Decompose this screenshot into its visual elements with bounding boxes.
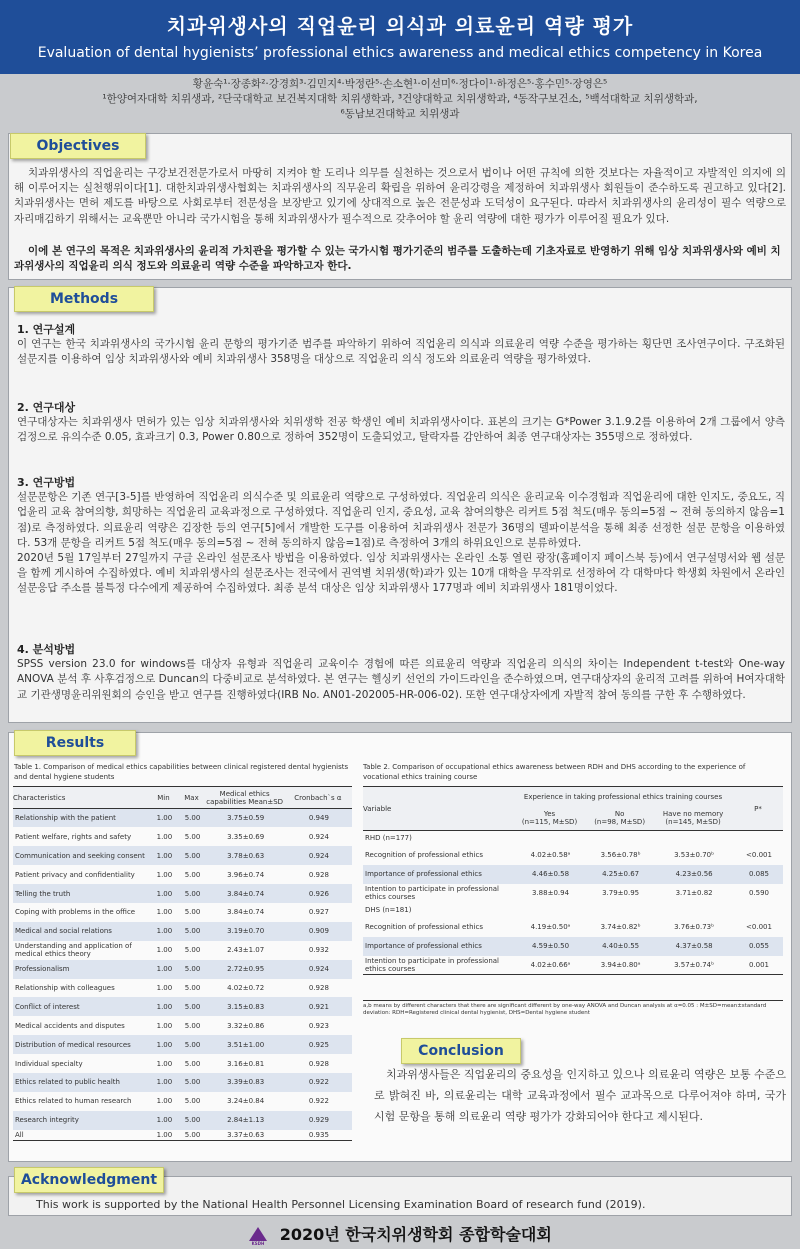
table1-row xyxy=(13,809,352,828)
table1-cell: 0.935 xyxy=(284,1130,352,1141)
table1-cell: 5.00 xyxy=(184,1097,201,1106)
table1-row xyxy=(13,960,352,979)
table1-row xyxy=(13,1035,352,1054)
methods-design-text: 이 연구는 한국 치과위생사의 국가시험 윤리 문항의 평가기준 범주를 파악하기 위하여 직업윤리 의식과 의료윤리 역량 수준을 평가하는 횡단면 조사연구이다. 구조화된 설문지를 이용하여 임상 치과위생사와 예비 치과위생사 358명을 대상으로 직업윤리 의식 정도와 의료윤리 역량을 평가하였다. xyxy=(17,338,785,366)
table1-row xyxy=(13,979,352,998)
table1-cell: Relationship with the patient xyxy=(13,809,149,828)
table2-cell: 0.055 xyxy=(733,937,783,956)
table1-cell: 5.00 xyxy=(177,960,205,979)
table2-cell: 4.37±0.58 xyxy=(653,937,733,956)
table2-cell: Importance of professional ethics xyxy=(363,865,513,884)
table2-cell: 3.53±0.70ᵇ xyxy=(674,851,715,859)
table1-cell: 0.922 xyxy=(284,1073,352,1092)
table1-cell: Relationship with colleagues xyxy=(15,983,115,992)
table1-cell: Communication and seeking consent xyxy=(13,846,149,865)
table2-header-nomemory-label: Have no memory xyxy=(662,810,724,819)
table2-cell: 4.23±0.56 xyxy=(653,865,733,884)
table2-cell: 0.085 xyxy=(733,865,783,884)
methods-design xyxy=(17,322,785,368)
table1-cell: 5.00 xyxy=(177,809,205,828)
table1-cell: 0.921 xyxy=(284,997,352,1016)
title-english: Evaluation of dental hygienists’ professional ethics awareness and medical ethics competency in Korea xyxy=(37,45,763,61)
table1-cell: 5.00 xyxy=(184,832,201,841)
table2-group-rdh: RHD (n=177) xyxy=(365,834,412,843)
table2-header-experience: Experience in taking professional ethics training courses xyxy=(513,787,733,807)
table1-header-cell: Medical ethics capabilities Mean±SD xyxy=(206,787,284,809)
table2-header-yes-label: Yes xyxy=(543,810,556,819)
table1-cell: 5.00 xyxy=(177,884,205,903)
objectives-paragraph: 치과위생사의 직업윤리는 구강보건전문가로서 마땅히 지켜야 할 도리나 의무를 실천하는 것으로서 법이나 어떤 규칙에 의한 것보다는 자율적이고 자발적인 의지에 의해 이루어지는 실천행위이다[1]. 대한치과위생사협회는 치과위생사의 직무윤리 확립을 위하여 윤리강령을 제정하여 치과위생사 회원들이 준수하도록 권고하고 있다[2]. 치과위생사는 면허 제도를 바탕으로 사회로부터 전문성을 보장받고 있기에 상대적으로 높은 전문성과 도덕성이 요구된다. 따라서 치과위생사의 윤리성이 필수 역량으로 자리매김하기 위해서는 교육뿐만 아니라 국가시험을 통해 치과위생사가 필수적으로 갖추어야 할 윤리 역량에 대한 평가가 이루어질 필요가 있다. xyxy=(14,167,786,225)
table1-cell: 5.00 xyxy=(177,1130,205,1141)
table1-cell: Ethics related to human research xyxy=(15,1097,132,1106)
table1-cell: 1.00 xyxy=(149,1111,177,1130)
footer xyxy=(0,1222,800,1246)
table2-header-row xyxy=(363,787,783,807)
table1-cell: 0.932 xyxy=(308,946,329,955)
table2-cell: Recognition of professional ethics xyxy=(365,923,483,931)
table2-row xyxy=(363,937,783,956)
table1-cell: 0.923 xyxy=(308,1021,329,1030)
table1-cell: 5.00 xyxy=(184,1021,201,1030)
table1-cell: 5.00 xyxy=(184,870,201,879)
table2-row xyxy=(363,865,783,884)
table1-cell: 2.43±1.07 xyxy=(227,946,265,955)
table1-cell: 3.35±0.69 xyxy=(227,832,265,841)
table2-cell: 3.94±0.80ᵃ xyxy=(586,956,653,975)
table1-cell: Ethics related to public health xyxy=(13,1073,149,1092)
table1-row xyxy=(13,922,352,941)
objectives-purpose: 이에 본 연구의 목적은 치과위생사의 윤리적 가치관을 평가할 수 있는 국가시험 평가기준의 범주를 도출하는데 기초자료로 반영하기 위해 임상 치과위생사와 예비 치과위생사의 직업윤리 의식 정도와 의료윤리 역량 수준을 파악하고자 한다. xyxy=(14,245,781,273)
table1-header-cell: Cronbach`s α xyxy=(284,787,352,809)
table1-cell: 1.00 xyxy=(156,832,173,841)
table2-note: a,b means by different characters that there are significant different by one-way ANOVA and Duncan analysis at α=0.05 : M±SD=mean±standard deviation: RDH=Registered clinical dental hygienist, DHS=Dental hygiene student xyxy=(363,1000,783,1017)
table1-cell: 0.928 xyxy=(308,870,329,879)
table1-cell: 5.00 xyxy=(177,846,205,865)
table1-cell: 0.924 xyxy=(284,846,352,865)
table2-row xyxy=(363,918,783,937)
methods-subjects xyxy=(17,400,785,446)
table1-cell: Understanding and application of medical ethics theory xyxy=(15,942,132,959)
table1-cell: 1.00 xyxy=(149,884,177,903)
table2-cell: Intention to participate in professional ethics courses xyxy=(363,956,513,975)
table2-header-yes xyxy=(513,807,586,831)
table1-cell: 5.00 xyxy=(184,983,201,992)
table2-header-p: P* xyxy=(733,787,783,831)
table1-cell: 1.00 xyxy=(156,908,173,917)
table1-cell: 1.00 xyxy=(149,922,177,941)
society-logo-text: KSDH xyxy=(251,1240,265,1246)
table1-cell: 0.927 xyxy=(308,908,329,917)
table1-row xyxy=(13,1092,352,1111)
table1-cell: 3.96±0.74 xyxy=(227,870,265,879)
table2-group-row xyxy=(363,903,783,918)
table2-row xyxy=(363,956,783,975)
table1-cell: Professionalism xyxy=(13,960,149,979)
table2-header-no-n: (n=98, M±SD) xyxy=(594,818,646,827)
table1 xyxy=(13,786,352,1141)
table1-cell: Research integrity xyxy=(13,1111,149,1130)
table2-cell: <0.001 xyxy=(746,923,772,931)
affiliations-line-1: ¹한양여자대학 치위생과, ²단국대학교 보건복지대학 치위생학과, ³건양대학교 치위생학과, ⁴동작구보건소, ⁵백석대학교 치위생학과, xyxy=(102,93,698,105)
table1-cell: 0.924 xyxy=(284,960,352,979)
table1-cell: 1.00 xyxy=(149,1073,177,1092)
table1-header-row xyxy=(13,787,352,809)
methods-analysis-title: 4. 분석방법 xyxy=(17,643,76,656)
table2-caption: Table 2. Comparison of occupational ethics awareness between RDH and DHS according to the experience of vocational ethics training course xyxy=(363,763,746,781)
methods-subjects-text: 연구대상자는 치과위생사 면허가 있는 임상 치과위생사와 치위생학 전공 학생인 예비 치과위생사이다. 표본의 크기는 G*Power 3.1.9.2를 이용하여 2개 그룹에서 양측검정으로 유의수준 0.05, 효과크기 0.3, Power 0.80으로 정하여 352명이 도출되었고, 탈락자를 감안하여 최종 연구대상자는 355명으로 정하였다. xyxy=(17,416,785,444)
table1-cell: Medical and social relations xyxy=(13,922,149,941)
table1-cell: 5.00 xyxy=(177,997,205,1016)
author-names: 황윤숙¹·장종화²·강경희³·김민지⁴·박정란⁵·손소현¹·이선미⁶·정다이¹·하정은⁵·홍수민⁵·장영은⁵ xyxy=(192,78,608,90)
table1-cell: 1.00 xyxy=(149,1130,177,1141)
table1-cell: 0.929 xyxy=(284,1111,352,1130)
table1-row xyxy=(13,1111,352,1130)
table1-cell: 0.949 xyxy=(284,809,352,828)
table2-header-variable: Variable xyxy=(363,787,513,831)
footer-conference-title: 2020년 한국치위생학회 종합학술대회 xyxy=(279,1225,552,1244)
table2-row xyxy=(363,884,783,903)
table1-cell: 1.00 xyxy=(156,983,173,992)
table1-row xyxy=(13,1016,352,1035)
table2-group-row xyxy=(363,831,783,846)
table1-cell: Medical accidents and disputes xyxy=(15,1021,125,1030)
table2-cell: 3.88±0.94 xyxy=(532,889,570,897)
table1-cell: 0.922 xyxy=(308,1097,329,1106)
table1-header-cell: Min xyxy=(149,787,177,809)
table1-cell: 5.00 xyxy=(184,1059,201,1068)
table1-row xyxy=(13,846,352,865)
table1-cell: 0.928 xyxy=(308,983,329,992)
acknowledgment-text: This work is supported by the National Health Personnel Licensing Examination Board of research fund (2019). xyxy=(36,1198,646,1211)
table1-cell: Patient privacy and confidentiality xyxy=(15,870,135,879)
table1-cell: 1.00 xyxy=(149,846,177,865)
table2-header-no xyxy=(586,807,653,831)
table1-cell: Distribution of medical resources xyxy=(13,1035,149,1054)
table1-cell: 3.51±1.00 xyxy=(206,1035,284,1054)
table2-cell: 3.56±0.78ᵇ xyxy=(600,851,641,859)
table1-row xyxy=(13,1054,352,1073)
table1-caption: Table 1. Comparison of medical ethics capabilities between clinical registered dental hygienists and dental hygiene students xyxy=(14,763,349,781)
table1-cell: 1.00 xyxy=(156,1059,173,1068)
table1-cell: 3.24±0.84 xyxy=(227,1097,265,1106)
table2-header-no-label: No xyxy=(614,810,625,819)
table1-cell: 0.925 xyxy=(284,1035,352,1054)
table2-cell: 3.79±0.95 xyxy=(602,889,640,897)
table2-header-nomemory xyxy=(653,807,733,831)
table1-row xyxy=(13,1130,352,1141)
table1-row xyxy=(13,1073,352,1092)
table2-cell: 3.74±0.82ᵇ xyxy=(600,923,641,931)
table1-cell: 3.39±0.83 xyxy=(206,1073,284,1092)
methods-analysis xyxy=(17,642,785,703)
table1-cell: 3.84±0.74 xyxy=(206,884,284,903)
table1-cell: Individual specialty xyxy=(15,1059,83,1068)
methods-procedure-title: 3. 연구방법 xyxy=(17,476,76,489)
title-korean: 치과위생사의 직업윤리 의식과 의료윤리 역량 평가 xyxy=(166,14,634,38)
table1-cell: Conflict of interest xyxy=(13,997,149,1016)
table1-cell: 3.15±0.83 xyxy=(206,997,284,1016)
table2-header-yes-n: (n=115, M±SD) xyxy=(521,818,578,827)
methods-heading: Methods xyxy=(14,286,154,312)
table1-cell: 1.00 xyxy=(156,946,173,955)
table1-cell: Coping with problems in the office xyxy=(15,908,136,917)
table2 xyxy=(363,786,783,975)
table1-row xyxy=(13,941,352,960)
table1-cell: 1.00 xyxy=(149,960,177,979)
table2-cell: Importance of professional ethics xyxy=(363,937,513,956)
table2-cell: Recognition of professional ethics xyxy=(365,851,483,859)
table1-cell: 5.00 xyxy=(177,922,205,941)
table1-header-cell: Max xyxy=(177,787,205,809)
table1-row xyxy=(13,903,352,922)
table1-cell: Telling the truth xyxy=(13,884,149,903)
table2-cell: 4.02±0.58ᵃ xyxy=(530,851,571,859)
table2-cell: 4.19±0.50ᵃ xyxy=(530,923,571,931)
table2-row xyxy=(363,846,783,865)
table2-cell: <0.001 xyxy=(746,851,772,859)
table1-cell: 3.37±0.63 xyxy=(206,1130,284,1141)
table1-cell: Patient welfare, rights and safety xyxy=(15,832,132,841)
table1-cell: 3.16±0.81 xyxy=(227,1059,265,1068)
table2-cell: 4.25±0.67 xyxy=(586,865,653,884)
table1-cell: 5.00 xyxy=(177,1035,205,1054)
methods-design-title: 1. 연구설계 xyxy=(17,323,76,336)
authors-block xyxy=(0,77,800,122)
table1-cell: 3.19±0.70 xyxy=(206,922,284,941)
table2-cell: 3.76±0.73ᵇ xyxy=(674,923,715,931)
table1-cell: 3.75±0.59 xyxy=(206,809,284,828)
table1-cell: 2.84±1.13 xyxy=(206,1111,284,1130)
methods-subjects-title: 2. 연구대상 xyxy=(17,401,76,414)
table1-cell: 5.00 xyxy=(177,1073,205,1092)
table1-cell: 3.32±0.86 xyxy=(227,1021,265,1030)
table1-cell: All xyxy=(13,1130,149,1141)
affiliations-line-2: ⁶동남보건대학교 치위생과 xyxy=(340,108,460,120)
methods-procedure-text-1: 설문문항은 기존 연구[3-5]를 반영하여 직업윤리 의식수준 및 의료윤리 역량으로 구성하였다. 직업윤리 의식은 윤리교육 이수경험과 직업윤리에 대한 인지도, 중요도, 직업윤리 교육 참여의향, 희망하는 직업윤리 교육과정으로 구성하였다. 직업윤리 인지, 중요성, 교육 참여의향은 리커트 5점 척도(매우 동의=5점 ~ 전혀 동의하지 않음=1점)로 측정하였다. 의료윤리 역량은 김장한 등의 연구[5]에서 개발한 도구를 이용하여 치과위생사 전문가 36명의 델파이분석을 통해 최종 선정한 설문 문항을 이용하였다. 53개 문항을 리커트 5점 척도(매우 동의=5점 ~ 전혀 동의하지 않음=1점)로 측정하여 3개의 하위요인으로 분류하였다. xyxy=(17,491,785,549)
table1-row xyxy=(13,997,352,1016)
table1-cell: 3.78±0.63 xyxy=(206,846,284,865)
table2-cell: 0.001 xyxy=(733,956,783,975)
table2-cell: 0.590 xyxy=(748,889,770,897)
table2-group-dhs: DHS (n=181) xyxy=(365,906,412,914)
results-heading: Results xyxy=(14,730,136,756)
table1-cell: 3.84±0.74 xyxy=(227,908,265,917)
table1-cell: 1.00 xyxy=(149,809,177,828)
methods-procedure-text-2: 2020년 5월 17일부터 27일까지 구글 온라인 설문조사 방법을 이용하였다. 임상 치과위생사는 온라인 소통 열린 광장(홈페이지 페이스북 등)에서 연구설명서와 웹 설문을 함께 게시하여 수집하였다. 예비 치과위생사의 설문조사는 전국에서 권역별 치위생(학)과가 있는 10개 대학을 무작위로 선정하여 각 대학마다 학생회 차원에서 온라인 설문응답 주소를 불특정 다수에게 제공하여 수집하였다. 최종 분석 대상은 임상 치과위생사 177명과 예비 치과위생사 181명이었다. xyxy=(17,552,785,595)
table1-cell: 1.00 xyxy=(156,1097,173,1106)
poster-header xyxy=(0,0,800,74)
acknowledgment-heading: Acknowledgment xyxy=(14,1167,164,1193)
conclusion-text: 치과위생사들은 직업윤리의 중요성을 인지하고 있으나 의료윤리 역량은 보통 수준으로 밝혀진 바, 의료윤리는 대학 교육과정에서 필수 교과목으로 다루어져야 하며, 국가시험 문항을 통해 의료윤리 역량 평가가 강화되어야 한다고 제시된다. xyxy=(374,1068,786,1123)
table1-cell: 1.00 xyxy=(156,1021,173,1030)
table1-cell: 0.928 xyxy=(308,1059,329,1068)
table2-cell: 3.71±0.82 xyxy=(675,889,713,897)
table1-cell: 1.00 xyxy=(149,1035,177,1054)
table1-cell: 0.909 xyxy=(284,922,352,941)
table1-cell: 1.00 xyxy=(156,870,173,879)
table1-cell: 1.00 xyxy=(149,997,177,1016)
table1-cell: 5.00 xyxy=(177,1111,205,1130)
table1-row xyxy=(13,865,352,884)
table1-cell: 4.02±0.72 xyxy=(227,983,265,992)
methods-procedure xyxy=(17,475,785,597)
table2-cell: 4.46±0.58 xyxy=(513,865,586,884)
table2-cell: 4.59±0.50 xyxy=(513,937,586,956)
table1-cell: 5.00 xyxy=(184,908,201,917)
conclusion-heading: Conclusion xyxy=(401,1038,521,1064)
table1-row xyxy=(13,827,352,846)
table2-header-nomemory-n: (n=145, M±SD) xyxy=(665,818,721,827)
methods-analysis-text: SPSS version 23.0 for windows를 대상자 유형과 직업윤리 교육이수 경험에 따른 의료윤리 역량과 직업윤리 의식의 차이는 Independent t-test와 One-way ANOVA 분석 후 사후검정으로 Duncan의 다중비교로 분석하였다. 본 연구는 헬싱키 선언의 가이드라인을 준수하였으며, 연구대상자의 윤리적 고려를 위하여 H여자대학교 기관생명윤리위원회의 승인을 받고 연구를 진행하였다(IRB No. AN01-202005-HR-006-02). 또한 연구대상자에게 자발적 참여 동의를 구한 후 수행하였다. xyxy=(17,658,785,701)
table2-cell: 3.57±0.74ᵇ xyxy=(653,956,733,975)
table2-cell: Intention to participate in professional ethics courses xyxy=(365,885,499,901)
table2-cell: 4.40±0.55 xyxy=(586,937,653,956)
table2-cell: 4.02±0.66ᵃ xyxy=(513,956,586,975)
table1-header-cell: Characteristics xyxy=(13,787,149,809)
table1-cell: 0.926 xyxy=(284,884,352,903)
society-logo-icon xyxy=(248,1226,268,1246)
table1-row xyxy=(13,884,352,903)
table1-cell: 5.00 xyxy=(184,946,201,955)
table1-cell: 2.72±0.95 xyxy=(206,960,284,979)
table1-cell: 0.924 xyxy=(308,832,329,841)
objectives-heading: Objectives xyxy=(10,133,146,159)
